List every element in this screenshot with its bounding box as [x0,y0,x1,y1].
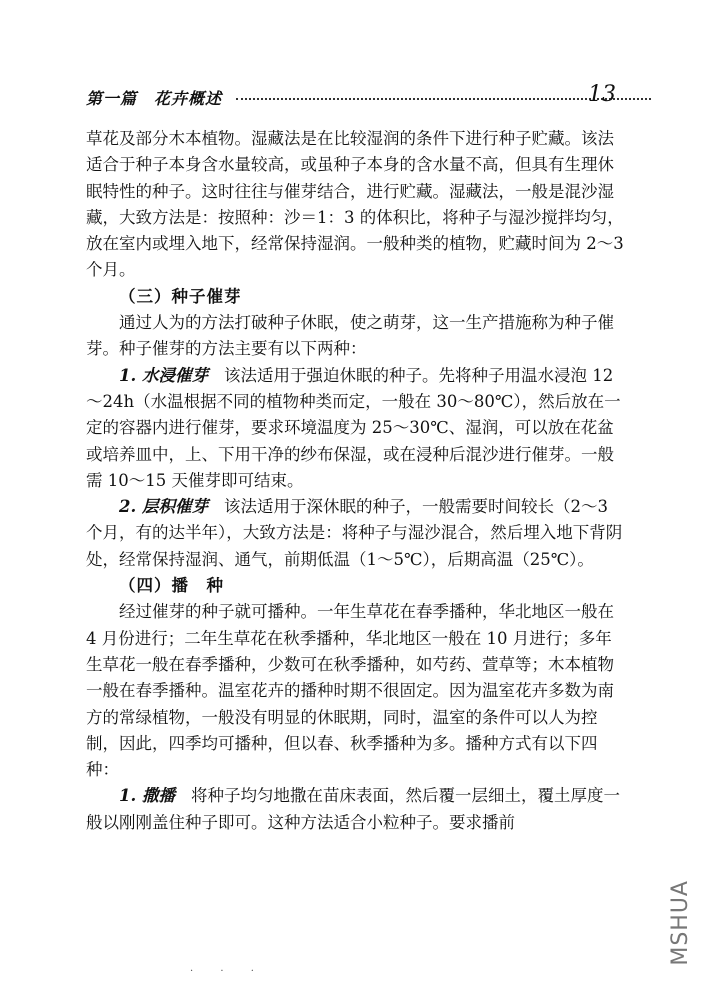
footer-scan-marks: · · · [190,966,266,977]
text-broadcast: 将种子均匀地撒在苗床表面，然后覆一层细土，覆土厚度一般以刚刚盖住种子即可。这种方法适合小粒种子。要求播前 [86,786,620,832]
term-stratification: 2. 层积催芽 [119,497,208,517]
paragraph-water-soak [86,363,626,494]
term-broadcast: 1. 撒播 [119,786,175,806]
chapter-title: 第一篇 花卉概述 [86,89,223,108]
page-number: 13 [588,82,616,107]
paragraph-storage: 草花及部分木本植物。湿藏法是在比较湿润的条件下进行种子贮藏。该法适合于种子本身含水量较高，或虽种子本身的含水量不高，但具有生理休眠特性的种子。这时往往与催芽结合，进行贮藏。湿藏法，一般是混沙湿藏，大致方法是：按照种：沙＝1：3 的体积比，将种子与湿沙搅拌均匀，放在室内或埋入地下，经常保持湿润。一般种类的植物，贮藏时间为 2～3 个月。 [86,129,624,280]
paragraph-germination-intro: 通过人为的方法打破种子休眠，使之萌芽，这一生产措施称为种子催芽。种子催芽的方法主要有以下两种： [86,313,614,359]
watermark: MSHUA [668,880,693,966]
paragraph-stratification [86,494,626,573]
page-header [86,82,616,110]
section-heading-sowing: （四）播 种 [119,576,224,596]
body-text [86,126,626,836]
section-heading-germination: （三）种子催芽 [119,286,242,306]
text-water-soak: 该法适用于强迫休眠的种子。先将种子用温水浸泡 12～24h（水温根据不同的植物种类而定，一般在 30～80℃），然后放在一定的容器内进行催芽，要求环境温度为 25～30℃、湿润，可以放在花盆或培养皿中，上、下用干净的纱布保湿，或在浸种后混沙进行催芽。一般需 10～15 天催芽即可结束。 [86,365,621,490]
term-water-soak: 1. 水浸催芽 [119,365,208,385]
paragraph-sowing: 经过催芽的种子就可播种。一年生草花在春季播种，华北地区一般在 4 月份进行；二年生草花在秋季播种，华北地区一般在 10 月进行；多年生草花一般在春季播种，少数可在秋季播种，如芍药、萱草等；木本植物一般在春季播种。温室花卉的播种时期不很固定。因为温室花卉多数为南方的常绿植物，一般没有明显的休眠期，同时，温室的条件可以人为控制，因此，四季均可播种，但以春、秋季播种为多。播种方式有以下四种： [86,602,614,780]
paragraph-broadcast [86,783,626,836]
text-stratification: 该法适用于深休眠的种子，一般需要时间较长（2～3 个月，有的达半年），大致方法是：将种子与湿沙混合，然后埋入地下背阴处，经常保持湿润、通气，前期低温（1～5℃），后期高温（25℃）。 [86,497,623,569]
